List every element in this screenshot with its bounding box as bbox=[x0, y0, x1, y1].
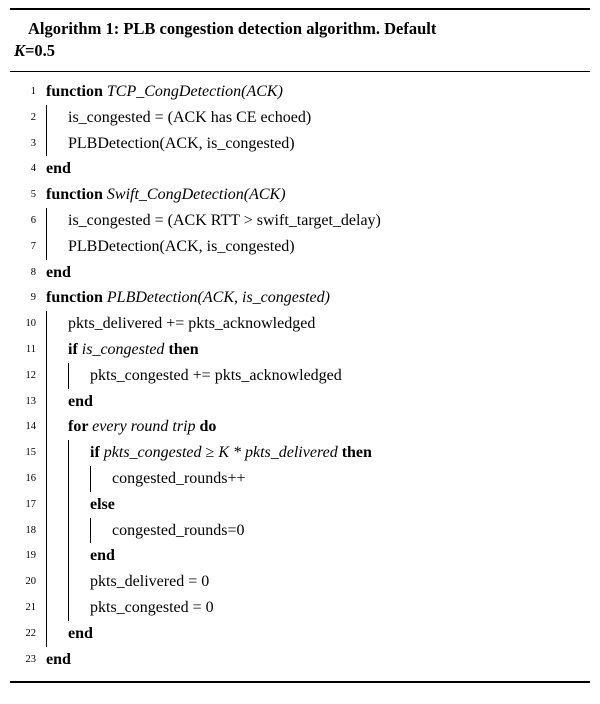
indent-bar bbox=[46, 363, 68, 389]
indent-bar bbox=[46, 208, 68, 234]
line-content bbox=[46, 156, 590, 182]
text-segment: is_congested bbox=[81, 340, 165, 358]
text-segment: end bbox=[46, 160, 71, 178]
indent-bar bbox=[46, 569, 68, 595]
line-content bbox=[68, 131, 590, 157]
algorithm-line bbox=[22, 234, 590, 260]
text-segment: do bbox=[195, 418, 217, 436]
algorithm-line bbox=[22, 440, 590, 466]
line-content bbox=[46, 647, 590, 673]
bottom-rule bbox=[10, 681, 590, 683]
indent-bar bbox=[46, 414, 68, 440]
line-content bbox=[46, 260, 590, 286]
text-segment: if bbox=[90, 444, 104, 462]
line-content bbox=[90, 595, 590, 621]
text-segment: is_congested = (ACK RTT > swift_target_delay) bbox=[68, 211, 381, 229]
algorithm-line bbox=[22, 156, 590, 182]
line-content bbox=[68, 208, 590, 234]
indent-bar bbox=[90, 518, 112, 544]
indent-bar bbox=[46, 311, 68, 337]
indent-bar bbox=[68, 595, 90, 621]
text-segment: then bbox=[337, 444, 372, 462]
algorithm-line bbox=[22, 389, 590, 415]
line-number: 8 bbox=[30, 266, 36, 278]
text-segment: is_congested = (ACK has CE echoed) bbox=[68, 108, 312, 126]
algorithm-line bbox=[22, 518, 590, 544]
algorithm-line bbox=[22, 208, 590, 234]
text-segment: PLBDetection(ACK, is_congested) bbox=[106, 289, 330, 307]
indent-bar bbox=[68, 518, 90, 544]
algorithm-line bbox=[22, 414, 590, 440]
algorithm-line bbox=[22, 492, 590, 518]
line-content bbox=[90, 543, 590, 569]
line-content bbox=[90, 363, 590, 389]
indent-bar bbox=[46, 466, 68, 492]
indent-bar bbox=[46, 234, 68, 260]
caption-line-2 bbox=[14, 40, 584, 62]
indent-bar bbox=[46, 440, 68, 466]
line-content bbox=[112, 518, 590, 544]
indent-bar bbox=[46, 518, 68, 544]
line-content bbox=[46, 182, 590, 208]
text-segment: every round trip bbox=[92, 418, 196, 436]
algorithm-line bbox=[22, 621, 590, 647]
line-content bbox=[90, 440, 590, 466]
line-content bbox=[68, 337, 590, 363]
line-content bbox=[46, 79, 590, 105]
algorithm-line bbox=[22, 285, 590, 311]
algorithm-line bbox=[22, 105, 590, 131]
line-content bbox=[68, 621, 590, 647]
line-content bbox=[68, 311, 590, 337]
algorithm-line bbox=[22, 466, 590, 492]
text-segment: end bbox=[68, 392, 93, 410]
line-number: 12 bbox=[25, 369, 36, 381]
algorithm-caption bbox=[10, 10, 590, 71]
text-segment: Algorithm 1: bbox=[28, 19, 124, 38]
indent-bar bbox=[68, 363, 90, 389]
line-number: 22 bbox=[25, 627, 36, 639]
line-number: 1 bbox=[30, 86, 36, 97]
line-content bbox=[112, 466, 590, 492]
text-segment: function bbox=[46, 83, 107, 100]
indent-bar bbox=[46, 543, 68, 569]
text-segment: end bbox=[46, 263, 71, 281]
line-content bbox=[68, 389, 590, 415]
algorithm-line bbox=[22, 647, 590, 673]
text-segment: function bbox=[46, 186, 107, 204]
line-number: 21 bbox=[25, 601, 36, 613]
text-segment: for bbox=[68, 418, 93, 436]
algorithm-line bbox=[22, 337, 590, 363]
line-number: 10 bbox=[25, 318, 36, 330]
line-number: 23 bbox=[25, 653, 36, 665]
line-number: 3 bbox=[30, 137, 36, 149]
indent-bar bbox=[68, 543, 90, 569]
line-number: 19 bbox=[25, 550, 36, 562]
indent-bar bbox=[46, 492, 68, 518]
text-segment: end bbox=[68, 624, 93, 642]
algorithm-line bbox=[22, 131, 590, 157]
line-number: 16 bbox=[25, 472, 36, 484]
line-number: 14 bbox=[25, 421, 36, 433]
line-number: 20 bbox=[25, 576, 36, 588]
algorithm-figure bbox=[10, 8, 590, 683]
indent-bar bbox=[68, 466, 90, 492]
text-segment: =0.5 bbox=[25, 41, 56, 60]
algorithm-line bbox=[22, 311, 590, 337]
indent-bar bbox=[46, 389, 68, 415]
line-content bbox=[90, 569, 590, 595]
algorithm-line bbox=[22, 79, 590, 105]
line-number: 11 bbox=[25, 343, 36, 355]
text-segment: congested_rounds=0 bbox=[112, 521, 245, 539]
text-segment: else bbox=[90, 495, 115, 513]
text-segment: pkts_congested ≥ K * pkts_delivered bbox=[103, 444, 338, 462]
line-number: 7 bbox=[30, 240, 36, 252]
text-segment: PLBDetection(ACK, is_congested) bbox=[68, 134, 295, 152]
line-content bbox=[46, 285, 590, 311]
text-segment: K bbox=[14, 41, 26, 60]
indent-bar bbox=[46, 621, 68, 647]
text-segment: function bbox=[46, 289, 107, 307]
line-number: 13 bbox=[25, 395, 36, 407]
line-number: 9 bbox=[30, 292, 36, 304]
line-content bbox=[68, 105, 590, 131]
line-content bbox=[68, 414, 590, 440]
indent-bar bbox=[68, 440, 90, 466]
text-segment: PLB congestion detection algorithm. Default bbox=[123, 19, 437, 38]
line-number: 18 bbox=[25, 524, 36, 536]
text-segment: pkts_congested += pkts_acknowledged bbox=[90, 366, 342, 384]
line-number: 15 bbox=[25, 447, 36, 459]
algorithm-line bbox=[22, 363, 590, 389]
line-number: 4 bbox=[30, 163, 36, 175]
text-segment: TCP_CongDetection(ACK) bbox=[106, 83, 283, 100]
line-number: 5 bbox=[30, 189, 36, 201]
text-segment: if bbox=[68, 340, 82, 358]
indent-bar bbox=[90, 466, 112, 492]
text-segment: Swift_CongDetection(ACK) bbox=[106, 186, 286, 204]
text-segment: end bbox=[46, 650, 71, 668]
indent-bar bbox=[46, 105, 68, 131]
text-segment: pkts_delivered = 0 bbox=[90, 573, 210, 591]
text-segment: then bbox=[164, 340, 199, 358]
line-number: 6 bbox=[30, 214, 36, 226]
indent-bar bbox=[46, 131, 68, 157]
text-segment: pkts_congested = 0 bbox=[90, 598, 214, 616]
algorithm-line bbox=[22, 595, 590, 621]
line-content bbox=[68, 234, 590, 260]
text-segment: pkts_delivered += pkts_acknowledged bbox=[68, 315, 316, 333]
text-segment: congested_rounds++ bbox=[112, 469, 246, 487]
line-number: 17 bbox=[25, 498, 36, 510]
indent-bar bbox=[68, 569, 90, 595]
text-segment: PLBDetection(ACK, is_congested) bbox=[68, 237, 295, 255]
indent-bar bbox=[46, 595, 68, 621]
algorithm-line bbox=[22, 260, 590, 286]
indent-bar bbox=[68, 492, 90, 518]
line-content bbox=[90, 492, 590, 518]
algorithm-line bbox=[22, 182, 590, 208]
text-segment: end bbox=[90, 547, 115, 565]
algorithm-line bbox=[22, 569, 590, 595]
algorithm-line bbox=[22, 543, 590, 569]
indent-bar bbox=[46, 337, 68, 363]
caption-line-1 bbox=[14, 18, 584, 40]
line-number: 2 bbox=[30, 111, 36, 123]
algorithm-body bbox=[10, 72, 590, 681]
